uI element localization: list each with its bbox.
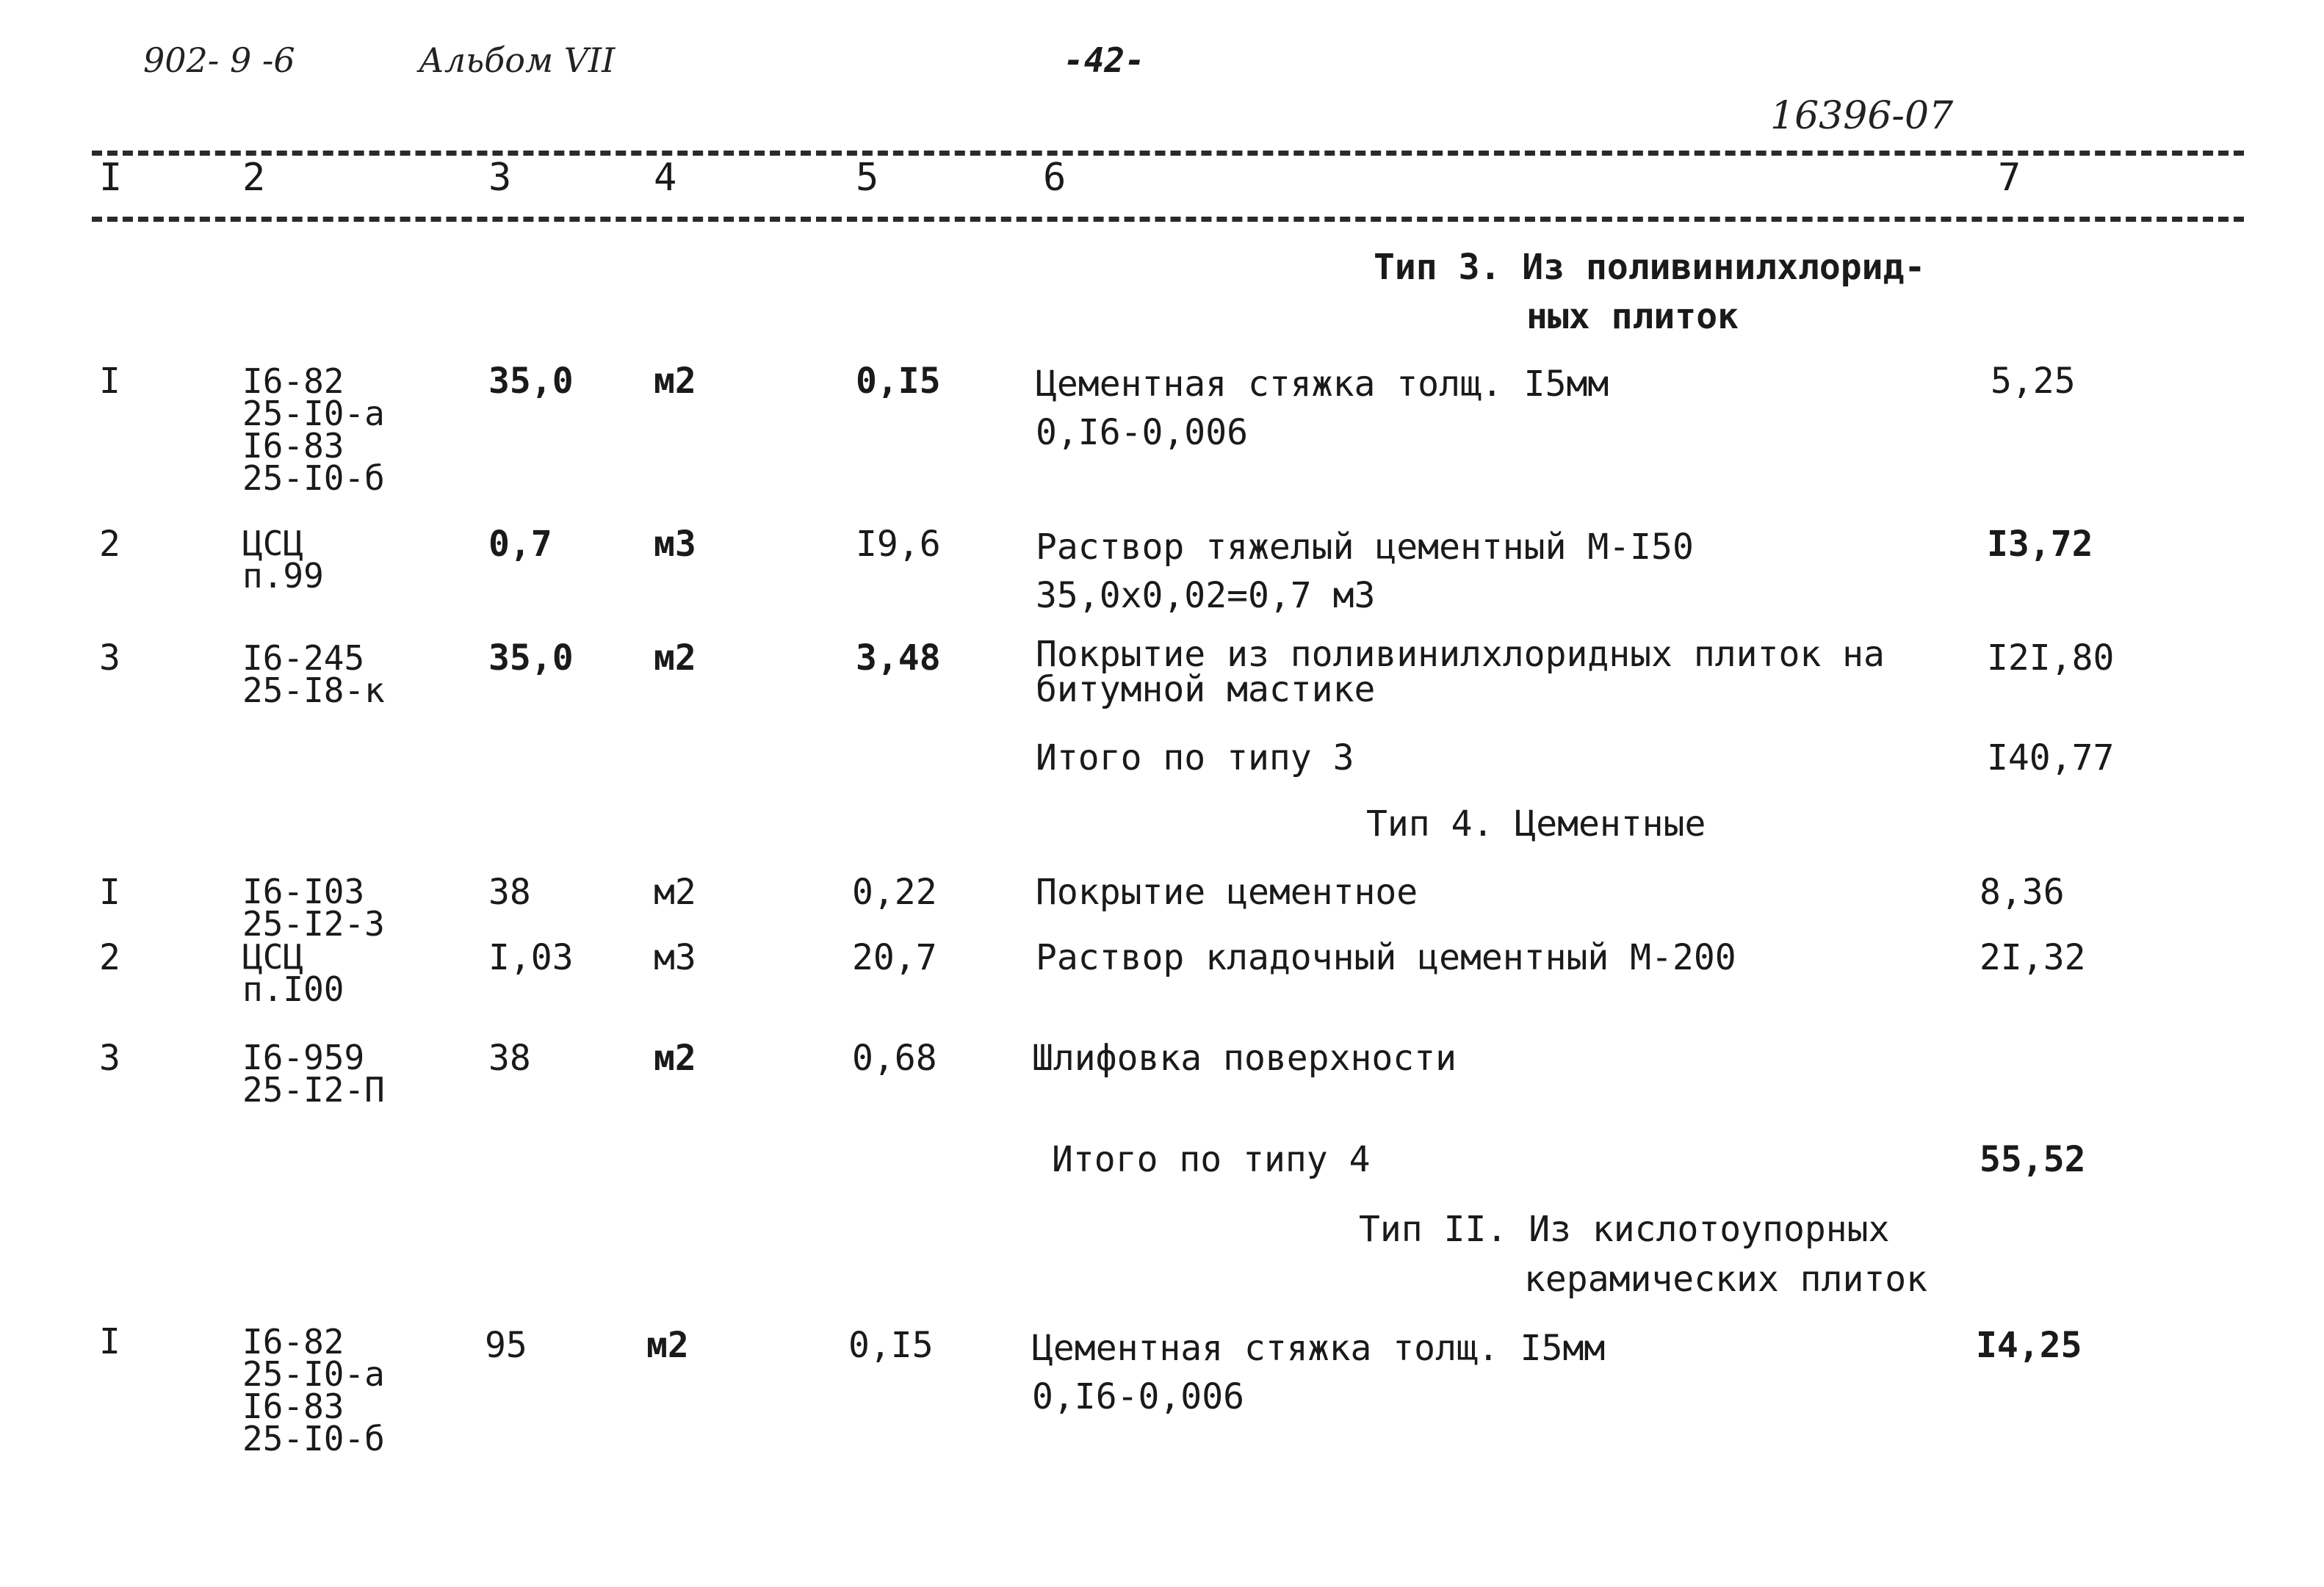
row-total: I2I,80 [1987, 637, 2115, 679]
row-total: 8,36 [1980, 872, 2065, 913]
col-header-6: 6 [1043, 156, 1067, 200]
col-header-3: 3 [488, 156, 512, 200]
row-norm: 0,22 [852, 872, 937, 913]
row-quantity: I,03 [488, 937, 574, 978]
document-code: 902- 9 -6 [143, 40, 295, 80]
row-total: 2I,32 [1980, 937, 2086, 978]
row-quantity: 35,0 [488, 361, 574, 402]
col-header-4: 4 [654, 156, 677, 200]
row-code: ЦСЦ п.I00 [242, 937, 344, 1009]
row-code: I6-I03 25-I2-3 [242, 872, 385, 944]
row-unit: м2 [654, 361, 696, 402]
row-unit: м2 [654, 872, 696, 913]
inventory-number: 16396-07 [1770, 94, 1954, 138]
section-title: Тип 3. Из поливинилхлорид- [1374, 247, 1926, 288]
row-quantity: 35,0 [488, 637, 574, 679]
row-number: 2 [99, 937, 120, 978]
row-unit: м2 [654, 1038, 696, 1079]
row-description: Покрытие из поливинилхлоридных плиток на битумной мастике [1036, 634, 1885, 710]
row-description: Раствор тяжелый цементный М-I50 35,0х0,02=0,7 м3 [1036, 527, 1694, 616]
row-unit: м2 [646, 1325, 689, 1366]
row-number: I [99, 872, 120, 913]
col-header-2: 2 [242, 156, 266, 200]
row-code: I6-82 25-I0-а I6-83 25-I0-б [242, 1322, 385, 1458]
row-quantity: 38 [488, 872, 531, 913]
row-code: I6-959 25-I2-П [242, 1038, 385, 1110]
row-norm: 3,48 [856, 637, 941, 679]
section-title: керамических плиток [1524, 1259, 1928, 1300]
row-description: Покрытие цементное [1036, 872, 1418, 913]
section-title: Тип II. Из кислотоупорных [1359, 1209, 1890, 1250]
col-header-7: 7 [1998, 156, 2021, 200]
col-header-5: 5 [856, 156, 879, 200]
row-norm: 20,7 [852, 937, 937, 978]
row-total: 5,25 [1991, 361, 2076, 402]
row-norm: 0,68 [852, 1038, 937, 1079]
row-code: ЦСЦ п.99 [242, 524, 324, 596]
row-description: Шлифовка поверхности [1032, 1038, 1457, 1079]
header-bottom-rule [92, 217, 2244, 222]
row-quantity: 0,7 [488, 524, 552, 565]
col-header-1: I [99, 156, 123, 200]
section-total-value: I40,77 [1987, 737, 2115, 778]
row-code: I6-245 25-I8-к [242, 638, 385, 710]
row-norm: 0,I5 [848, 1325, 934, 1366]
section-total-label: Итого по типу 3 [1036, 737, 1354, 778]
row-description: Раствор кладочный цементный М-200 [1036, 937, 1736, 978]
row-norm: I9,6 [856, 524, 941, 565]
page-number: -42- [1064, 40, 1145, 80]
row-number: 2 [99, 524, 120, 565]
row-unit: м3 [654, 524, 696, 565]
section-title: ных плиток [1526, 296, 1739, 337]
row-number: 3 [99, 637, 120, 679]
row-norm: 0,I5 [856, 361, 941, 402]
row-quantity: 38 [488, 1038, 531, 1079]
row-number: I [99, 361, 120, 402]
row-code: I6-82 25-I0-а I6-83 25-I0-б [242, 361, 385, 498]
album-label: Альбом VII [419, 40, 616, 80]
section-total-value: 55,52 [1980, 1139, 2086, 1180]
header-top-rule [92, 151, 2244, 156]
row-unit: м3 [654, 937, 696, 978]
section-title: Тип 4. Цементные [1366, 803, 1706, 845]
row-unit: м2 [654, 637, 696, 679]
row-total: I3,72 [1987, 524, 2093, 565]
row-description: Цементная стяжка толщ. I5мм 0,I6-0,006 [1036, 364, 1609, 453]
section-total-label: Итого по типу 4 [1052, 1139, 1371, 1180]
row-number: I [99, 1321, 120, 1362]
row-total: I4,25 [1976, 1325, 2082, 1366]
row-quantity: 95 [485, 1325, 527, 1366]
row-number: 3 [99, 1038, 120, 1079]
row-description: Цементная стяжка толщ. I5мм 0,I6-0,006 [1032, 1328, 1606, 1417]
